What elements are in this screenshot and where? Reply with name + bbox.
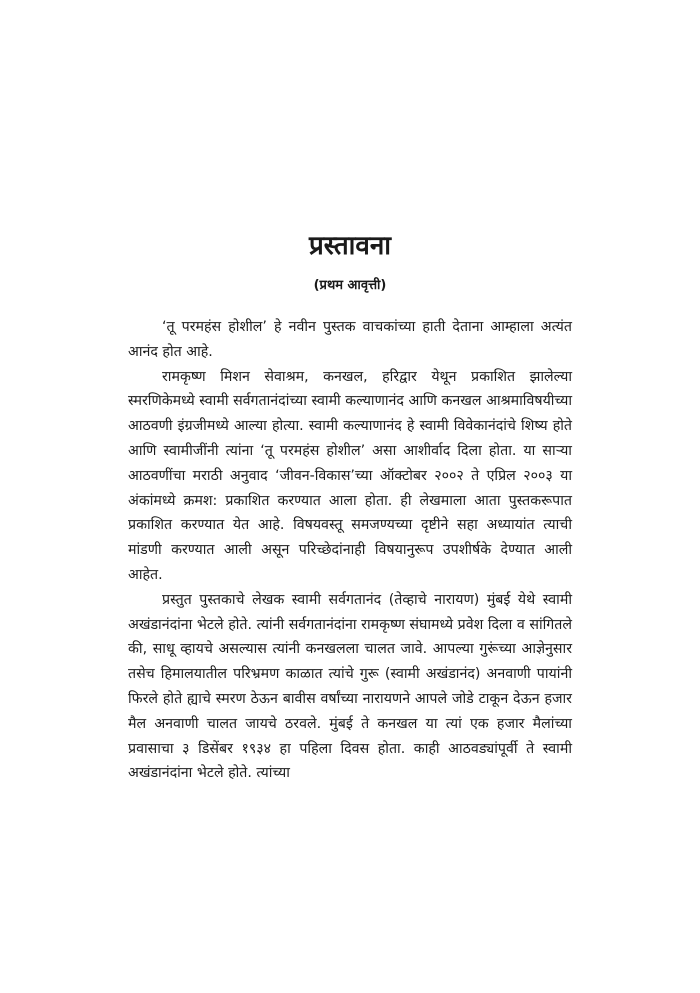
paragraph-3: प्रस्तुत पुस्तकाचे लेखक स्वामी सर्वगतानंद (तेव्हाचे नारायण) मुंबई येथे स्वामी अखंडानंदांना भेटले होते. त्यांनी सर्वगतानंदांना रामकृष्ण संघामध्ये प्रवेश दिला व सांगितले की, साधू व्हायचे असल्यास त्यांनी कनखलला चालत जावे. आपल्या गुरूंच्या आज्ञेनुसार तसेच हिमालयातील परिभ्रमण काळात त्यांचे गुरू (स्वामी अखंडानंद) अनवाणी पायांनी फिरले होते ह्याचे स्मरण ठेऊन बावीस वर्षांच्या नारायणने आपले जोडे टाकून देऊन हजार मैल अनवाणी चालत जायचे ठरवले. मुंबई ते कनखल या त्यां एक हजार मैलांच्या प्रवासाचा ३ डिसेंबर १९३४ हा पहिला दिवस होता. काही आठवड्यांपूर्वी ते स्वामी अखंडानंदांना भेटले होते. त्यांच्या — [128, 591, 572, 782]
edition-subtitle: (प्रथम आवृत्ती) — [313, 278, 387, 293]
page-title: प्रस्तावना — [308, 231, 392, 261]
paragraph-2: रामकृष्ण मिशन सेवाश्रम, कनखल, हरिद्वार येथून प्रकाशित झालेल्या स्मरणिकेमध्ये स्वामी सर्वगतानंदांच्या स्वामी कल्याणानंद आणि कनखल आश्रमाविषयीच्या आठवणी इंग्रजीमध्ये आल्या होत्या. स्वामी कल्याणानंद हे स्वामी विवेकानंदांचे शिष्य होते आणि स्वामीजींनी त्यांना ‘तू परमहंस होशील’ असा आशीर्वाद दिला होता. या साऱ्या आठवणींचा मराठी अनुवाद ‘जीवन-विकास’च्या ऑक्टोबर २००२ ते एप्रिल २००३ या अंकांमध्ये क्रमश: प्रकाशित करण्यात आला होता. ही लेखमाला आता पुस्तकरूपात प्रकाशित करण्यात येत आहे. विषयवस्तू समजण्यच्या दृष्टीने सहा अध्यायांत त्याची मांडणी करण्यात आली असून परिच्छेदांनाही विषयानुरूप उपशीर्षके देण्यात आली आहेत. — [128, 368, 572, 583]
preface-body — [128, 315, 572, 786]
paragraph-1: ‘तू परमहंस होशील’ हे नवीन पुस्तक वाचकांच्या हाती देताना आम्हाला अत्यंत आनंद होत आहे. — [128, 319, 572, 360]
